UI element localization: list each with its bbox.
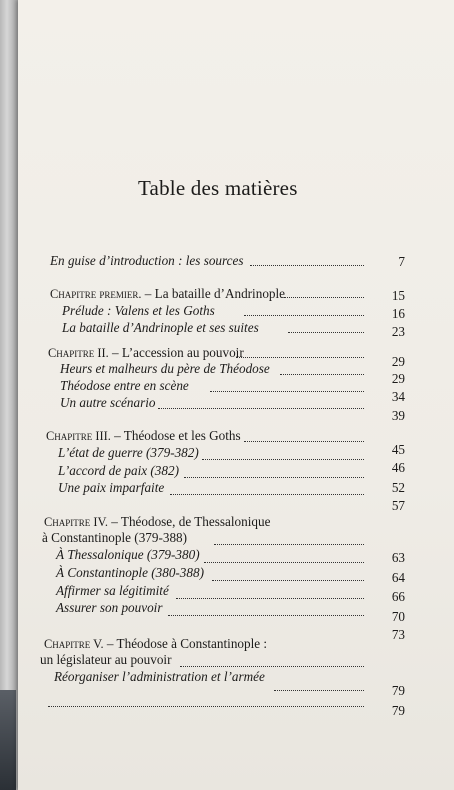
leader-dots <box>168 615 364 616</box>
chapter-title: – L’accession au pouvoir <box>108 345 244 360</box>
leader-dots <box>284 297 364 298</box>
leader-dots <box>288 332 364 333</box>
leader-dots <box>212 580 364 581</box>
toc-chapter-5 <box>44 636 267 652</box>
leader-dots <box>158 408 364 409</box>
page-number: 45 <box>391 442 405 457</box>
toc-chapter-2 <box>48 345 244 361</box>
page-number: 79 <box>391 683 405 698</box>
chapter-label: Chapitre II. <box>48 346 109 360</box>
page-number: 79 <box>391 703 405 718</box>
leader-dots <box>48 706 364 707</box>
page-number: 16 <box>391 306 405 321</box>
chapter-title: – La bataille d’Andrinople <box>141 286 286 301</box>
leader-dots <box>236 357 364 358</box>
page-number: 7 <box>398 254 405 269</box>
page-number: 66 <box>391 589 405 604</box>
toc-section: Théodose entre en scène <box>60 378 189 393</box>
toc-section: L’accord de paix (382) <box>58 463 179 478</box>
toc-section: Affirmer sa légitimité <box>56 583 169 598</box>
leader-dots <box>274 690 364 691</box>
book-spine-edge <box>0 0 20 790</box>
toc-section: Heurs et malheurs du père de Théodose <box>60 361 270 376</box>
page-number: 39 <box>391 408 405 423</box>
toc-entry-introduction: En guise d’introduction : les sources <box>50 253 244 268</box>
toc-chapter-4 <box>44 514 270 530</box>
chapter-title: – Théodose, de Thessalonique <box>107 514 271 529</box>
page-number: 29 <box>391 354 405 369</box>
page-number: 23 <box>391 324 405 339</box>
page-number: 15 <box>391 288 405 303</box>
toc-chapter-4-line-2: à Constantinople (379-388) <box>42 530 188 545</box>
page-number: 64 <box>391 570 405 585</box>
book-cover-corner <box>0 690 16 790</box>
leader-dots <box>244 441 364 442</box>
book-page <box>18 0 454 790</box>
chapter-title: – Théodose et les Goths <box>110 428 241 443</box>
page-number: 52 <box>391 480 405 495</box>
toc-section: À Thessalonique (379-380) <box>56 547 200 562</box>
toc-section: La bataille d’Andrinople et ses suites <box>62 320 259 335</box>
toc-section: Une paix imparfaite <box>58 480 165 495</box>
toc-section: Prélude : Valens et les Goths <box>62 303 215 318</box>
toc-section: Assurer son pouvoir <box>56 600 163 615</box>
chapter-label: Chapitre III. <box>46 429 111 443</box>
leader-dots <box>204 562 364 563</box>
leader-dots <box>210 391 364 392</box>
toc-section: À Constantinople (380-388) <box>56 565 204 580</box>
leader-dots <box>180 666 364 667</box>
leader-dots <box>214 544 364 545</box>
leader-dots <box>170 494 364 495</box>
chapter-label: Chapitre IV. <box>44 515 108 529</box>
toc-chapter-5-line-2: un législateur au pouvoir <box>40 652 172 667</box>
page-number: 73 <box>391 627 405 642</box>
toc-section: Réorganiser l’administration et l’armée <box>54 669 265 684</box>
leader-dots <box>184 477 364 478</box>
page-title: Table des matières <box>138 176 298 200</box>
page-number: 57 <box>391 498 405 513</box>
toc-section: Un autre scénario <box>60 395 156 410</box>
page-number: 63 <box>391 550 405 565</box>
leader-dots <box>280 374 364 375</box>
page-number: 34 <box>391 389 405 404</box>
chapter-label: Chapitre V. <box>44 637 104 651</box>
page-number: 70 <box>391 609 405 624</box>
leader-dots <box>250 265 364 266</box>
leader-dots <box>244 315 364 316</box>
page-number: 46 <box>391 460 405 475</box>
leader-dots <box>202 459 364 460</box>
toc-chapter-1 <box>50 286 285 302</box>
toc-chapter-3 <box>46 428 241 444</box>
leader-dots <box>176 598 364 599</box>
chapter-label: Chapitre premier. <box>50 287 142 301</box>
chapter-title: – Théodose à Constantinople : <box>103 636 268 651</box>
page-number: 29 <box>391 371 405 386</box>
toc-section: L’état de guerre (379-382) <box>58 445 199 460</box>
